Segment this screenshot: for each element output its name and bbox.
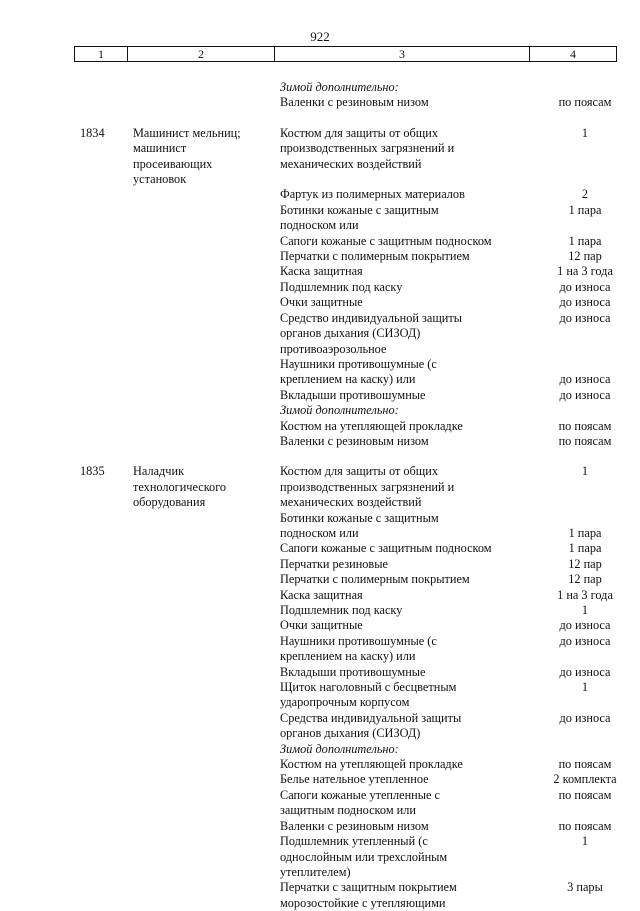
protective-item: Зимой дополнительно: <box>280 741 399 756</box>
issue-norm: 1 пара <box>568 233 602 248</box>
row-number <box>0 588 133 603</box>
row-number <box>0 80 133 95</box>
row-number <box>0 772 133 787</box>
protective-item: Валенки с резиновым низом <box>280 95 429 110</box>
profession-name <box>133 588 280 603</box>
row-number <box>0 557 133 572</box>
table-row <box>0 572 640 587</box>
protective-item: Костюм для защиты от общих производственных загрязнений и механических воздействий <box>280 464 455 510</box>
profession-name <box>133 295 280 310</box>
issue-norm: 1 на 3 года <box>557 587 613 602</box>
protective-item: Перчатки с полимерным покрытием <box>280 249 470 264</box>
issue-norm: 1 пара <box>568 525 602 540</box>
column-header-table <box>74 46 617 62</box>
table-row <box>0 280 640 295</box>
table-row <box>0 711 640 742</box>
row-number <box>0 680 133 711</box>
table-row <box>0 95 640 110</box>
issue-norm: по поясам <box>558 418 612 433</box>
row-number: 1835 <box>80 464 105 479</box>
row-number <box>0 541 133 556</box>
table-row <box>0 203 640 234</box>
table-row <box>0 772 640 787</box>
profession-name <box>133 819 280 834</box>
protective-item: Ботинки кожаные с защитным подноском или <box>280 510 439 540</box>
issue-norm: 3 пары <box>567 880 603 895</box>
profession-name <box>133 834 280 880</box>
row-spacer <box>0 449 640 464</box>
protective-item: Белье нательное утепленное <box>280 772 429 787</box>
issue-norm: до износа <box>559 279 611 294</box>
table-row <box>0 541 640 556</box>
protective-item: Очки защитные <box>280 295 363 310</box>
profession-name <box>133 357 280 388</box>
column-header-4: 4 <box>530 47 617 62</box>
table-row <box>0 434 640 449</box>
row-number <box>0 834 133 880</box>
row-number <box>0 434 133 449</box>
row-number <box>0 388 133 403</box>
profession-name <box>133 80 280 95</box>
profession-name <box>133 742 280 757</box>
table-row <box>0 788 640 819</box>
table-row <box>0 557 640 572</box>
table-row <box>0 511 640 542</box>
row-number <box>0 711 133 742</box>
issue-norm: 1 <box>581 464 589 479</box>
row-number <box>0 603 133 618</box>
issue-norm <box>535 742 635 757</box>
issue-norm: 1 <box>581 834 589 849</box>
issue-norm: по поясам <box>558 787 612 802</box>
table-row <box>0 419 640 434</box>
profession-name <box>133 665 280 680</box>
protective-item: Ботинки кожаные с защитным подноском или <box>280 202 439 233</box>
issue-norm: до износа <box>559 710 611 725</box>
issue-norm: до износа <box>559 372 611 387</box>
protective-item: Щиток наголовный с бесцветным ударопрочным корпусом <box>280 680 457 710</box>
profession-name <box>133 634 280 665</box>
profession-name <box>133 603 280 618</box>
issue-norm: 1 на 3 года <box>557 264 613 279</box>
protective-item: Сапоги кожаные утепленные с защитным подноском или <box>280 787 441 818</box>
table-row <box>0 834 640 880</box>
profession-name <box>133 280 280 295</box>
profession-name <box>133 880 280 911</box>
issue-norm: по поясам <box>558 818 612 833</box>
protective-item: Костюм на утепляющей прокладке <box>280 418 463 433</box>
profession-name: Машинист мельниц; машинист просеивающих установок <box>133 125 241 187</box>
row-number <box>0 311 133 357</box>
table-row <box>0 403 640 418</box>
protective-item: Подшлемник утепленный (с однослойным или трехслойным утеплителем) <box>280 834 448 879</box>
row-number <box>0 419 133 434</box>
issue-norm: по поясам <box>558 433 612 448</box>
issue-norm: 2 <box>581 187 589 202</box>
issue-norm: по поясам <box>558 95 612 110</box>
issue-norm: до износа <box>559 618 611 633</box>
table-row <box>0 357 640 388</box>
row-number <box>0 742 133 757</box>
row-number <box>0 880 133 911</box>
table-row <box>0 388 640 403</box>
row-number <box>0 572 133 587</box>
protective-item: Перчатки с полимерным покрытием <box>280 572 470 587</box>
profession-name <box>133 511 280 542</box>
issue-norm <box>535 80 635 95</box>
table-row <box>0 234 640 249</box>
protective-item: Вкладыши противошумные <box>280 387 426 402</box>
issue-norm: до износа <box>559 664 611 679</box>
protective-item: Средства индивидуальной защиты органов дыхания (СИЗОД) <box>280 710 462 741</box>
row-number <box>0 95 133 110</box>
row-number <box>0 280 133 295</box>
table-row <box>0 249 640 264</box>
row-number <box>0 819 133 834</box>
row-number <box>0 187 133 202</box>
table-row <box>0 665 640 680</box>
issue-norm: 2 комплекта <box>553 772 617 787</box>
table-row <box>0 464 640 510</box>
profession-name <box>133 788 280 819</box>
protective-item: Очки защитные <box>280 618 363 633</box>
protective-item: Костюм на утепляющей прокладке <box>280 757 463 772</box>
row-number <box>0 295 133 310</box>
table-row <box>0 80 640 95</box>
ppe-norms-list <box>0 80 640 911</box>
table-row <box>0 187 640 202</box>
issue-norm: 12 пар <box>568 572 602 587</box>
profession-name: Наладчик технологического оборудования <box>133 464 227 510</box>
table-row <box>0 603 640 618</box>
protective-item: Подшлемник под каску <box>280 603 403 617</box>
row-number: 1834 <box>80 125 105 140</box>
table-row <box>0 588 640 603</box>
row-number <box>0 757 133 772</box>
column-header-1: 1 <box>75 47 128 62</box>
issue-norm: 1 <box>581 603 589 617</box>
row-number <box>0 618 133 633</box>
profession-name <box>133 187 280 202</box>
profession-name <box>133 572 280 587</box>
protective-item: Каска защитная <box>280 264 363 279</box>
table-row <box>0 295 640 310</box>
protective-item: Вкладыши противошумные <box>280 664 426 679</box>
protective-item: Средство индивидуальной защиты органов дыхания (СИЗОД) противоаэрозольное <box>280 310 463 356</box>
protective-item: Перчатки с защитным покрытием морозостойкие с утепляющими <box>280 880 457 910</box>
page-number: 922 <box>310 29 330 44</box>
profession-name <box>133 203 280 234</box>
protective-item: Валенки с резиновым низом <box>280 818 429 833</box>
protective-item: Подшлемник под каску <box>280 279 403 294</box>
protective-item: Сапоги кожаные с защитным подноском <box>280 541 492 556</box>
table-row <box>0 819 640 834</box>
profession-name <box>133 234 280 249</box>
table-row <box>0 311 640 357</box>
profession-name <box>133 711 280 742</box>
profession-name <box>133 618 280 633</box>
table-row <box>0 264 640 279</box>
protective-item: Фартук из полимерных материалов <box>280 187 465 202</box>
issue-norm: 12 пар <box>568 556 602 571</box>
table-row <box>0 742 640 757</box>
issue-norm: до износа <box>559 633 611 648</box>
row-number <box>0 264 133 279</box>
issue-norm: 1 пара <box>568 202 602 217</box>
table-row <box>0 880 640 911</box>
protective-item: Костюм для защиты от общих производственных загрязнений и механических воздействий <box>280 125 455 171</box>
protective-item: Валенки с резиновым низом <box>280 433 429 448</box>
issue-norm: до износа <box>559 387 611 402</box>
profession-name <box>133 557 280 572</box>
issue-norm: 1 пара <box>568 541 602 556</box>
table-row <box>0 634 640 665</box>
profession-name <box>133 264 280 279</box>
issue-norm <box>535 403 635 418</box>
column-header-3: 3 <box>275 47 530 62</box>
profession-name <box>133 403 280 418</box>
protective-item: Наушники противошумные (с креплением на каску) или <box>280 633 437 664</box>
table-row <box>0 126 640 188</box>
protective-item: Зимой дополнительно: <box>280 403 399 418</box>
issue-norm: по поясам <box>558 757 612 772</box>
profession-name <box>133 434 280 449</box>
profession-name <box>133 419 280 434</box>
profession-name <box>133 680 280 711</box>
profession-name <box>133 541 280 556</box>
protective-item: Каска защитная <box>280 587 363 602</box>
table-row <box>0 618 640 633</box>
profession-name <box>133 757 280 772</box>
row-number <box>0 249 133 264</box>
profession-name <box>133 95 280 110</box>
profession-name <box>133 249 280 264</box>
profession-name <box>133 388 280 403</box>
row-number <box>0 665 133 680</box>
table-row <box>0 757 640 772</box>
row-number <box>0 203 133 234</box>
profession-name <box>133 311 280 357</box>
column-header-2: 2 <box>128 47 275 62</box>
table-row <box>0 680 640 711</box>
row-number <box>0 788 133 819</box>
issue-norm: 1 <box>581 680 589 695</box>
row-number <box>0 634 133 665</box>
profession-name <box>133 772 280 787</box>
issue-norm: 12 пар <box>568 249 602 264</box>
row-number <box>0 403 133 418</box>
row-number <box>0 234 133 249</box>
protective-item: Зимой дополнительно: <box>280 80 399 94</box>
row-spacer <box>0 111 640 126</box>
protective-item: Наушники противошумные (с креплением на каску) или <box>280 356 437 387</box>
issue-norm: до износа <box>559 310 611 325</box>
row-number <box>0 357 133 388</box>
row-number <box>0 511 133 542</box>
issue-norm: 1 <box>581 125 589 140</box>
protective-item: Перчатки резиновые <box>280 556 388 571</box>
issue-norm: до износа <box>559 295 611 310</box>
protective-item: Сапоги кожаные с защитным подноском <box>280 233 492 248</box>
